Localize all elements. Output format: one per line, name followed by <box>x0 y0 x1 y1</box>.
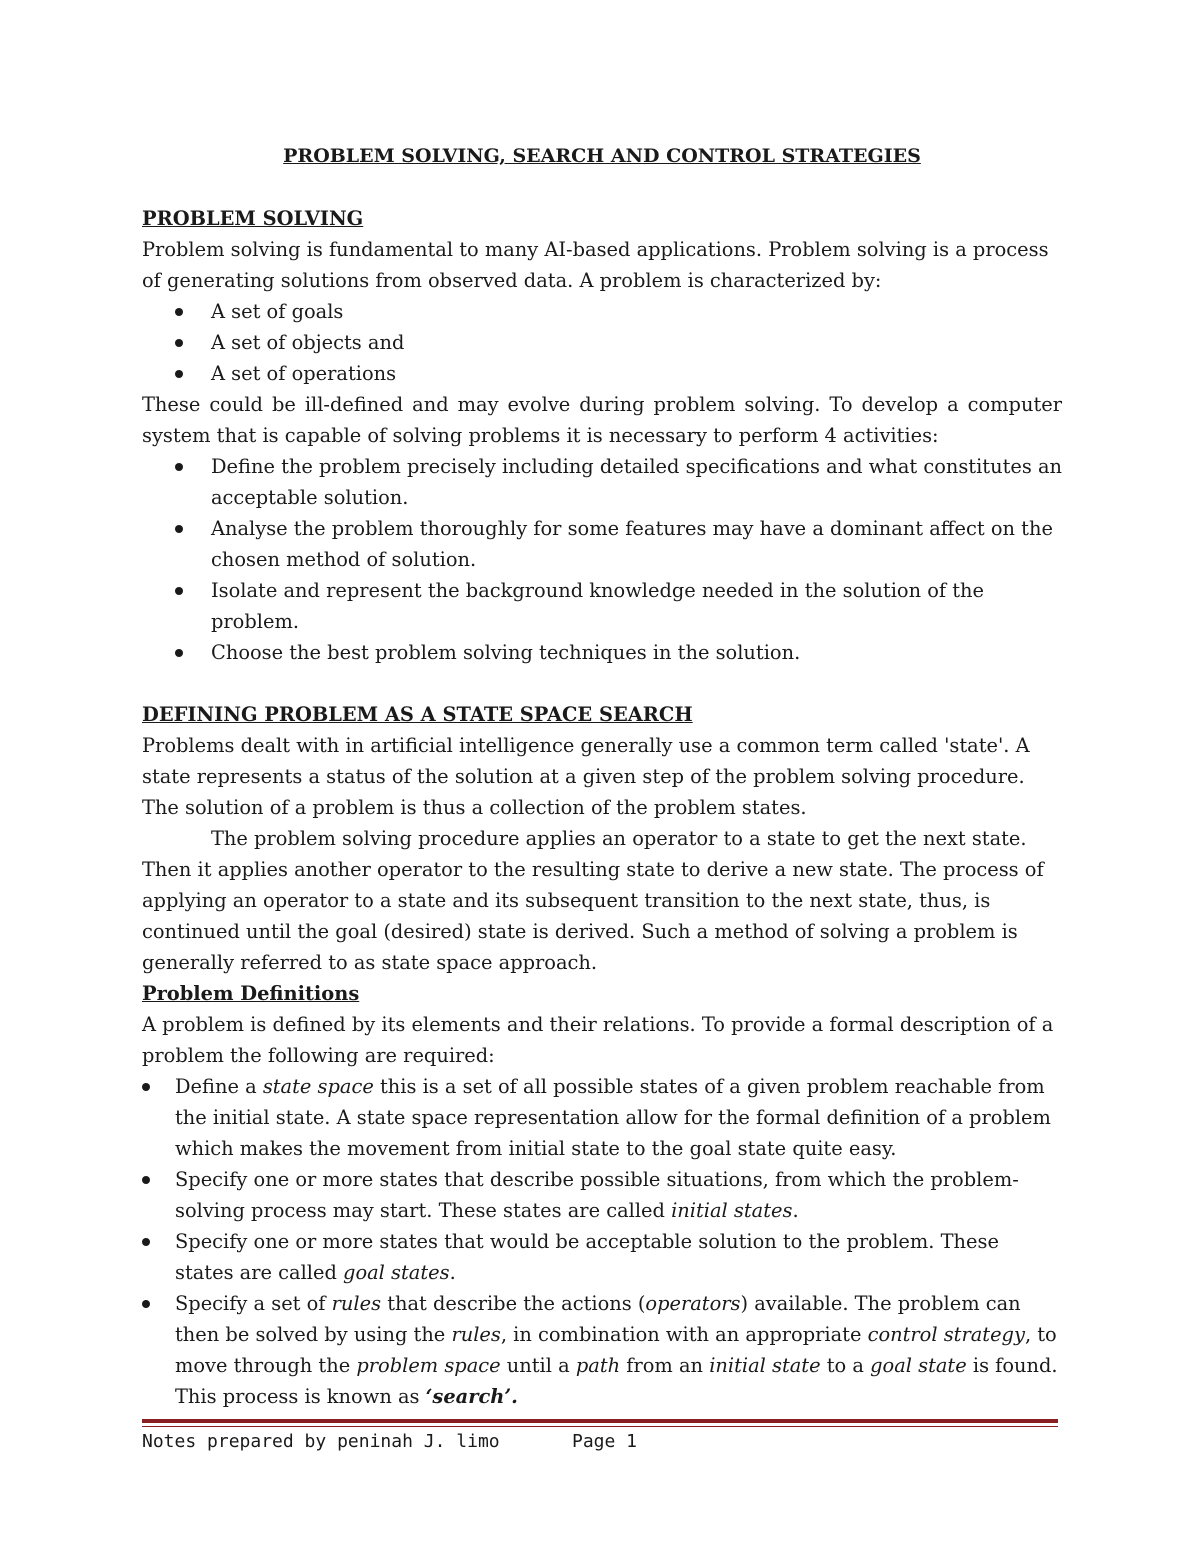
state-space-paragraph-1: Problems dealt with in artificial intelligence generally use a common term called 'state'. A state represents a status of the solution at a given step of the problem solving procedure. The solution of a problem is thus a collection of the problem states. <box>142 734 1030 819</box>
state-space-paragraph-2: The problem solving procedure applies an operator to a state to get the next state. Then it applies another operator to the resulting state to derive a new state. The process of applying an operator to a state and its subsequent transition to the next state, thus, is continued until the goal (desired) state is derived. Such a method of solving a problem is generally referred to as state space approach. <box>142 827 1044 974</box>
requirements-list <box>142 1071 1062 1412</box>
list-item: Isolate and represent the background knowledge needed in the solution of the problem. <box>142 575 1062 637</box>
list-item: Choose the best problem solving techniques in the solution. <box>142 637 1062 668</box>
section-heading-state-space: DEFINING PROBLEM AS A STATE SPACE SEARCH <box>142 703 693 726</box>
document-page <box>142 141 1062 1412</box>
list-item: Define a state space this is a set of all possible states of a given problem reachable from the initial state. A state space representation allow for the formal definition of a problem which makes the movement from initial state to the goal state quite easy. <box>142 1071 1062 1164</box>
activities-intro: These could be ill-defined and may evolve during problem solving. To develop a computer system that is capable of solving problems it is necessary to perform 4 activities: <box>142 393 1062 447</box>
activities-list <box>142 451 1062 668</box>
list-item: Specify one or more states that describe possible situations, from which the problem-solving process may start. These states are called initial states. <box>142 1164 1062 1226</box>
list-item: Define the problem precisely including detailed specifications and what constitutes an acceptable solution. <box>142 451 1062 513</box>
section-heading-problem-definitions: Problem Definitions <box>142 982 360 1005</box>
list-item: Specify one or more states that would be acceptable solution to the problem. These states are called goal states. <box>142 1226 1062 1288</box>
problem-solving-intro: Problem solving is fundamental to many AI-based applications. Problem solving is a process of generating solutions from observed data. A problem is characterized by: <box>142 238 1049 292</box>
list-item: Analyse the problem thoroughly for some features may have a dominant affect on the chosen method of solution. <box>142 513 1062 575</box>
footer-rule-thick <box>142 1419 1058 1423</box>
footer-page-number: Page 1 <box>572 1431 638 1452</box>
document-title: PROBLEM SOLVING, SEARCH AND CONTROL STRATEGIES <box>283 145 921 167</box>
list-item: A set of objects and <box>142 327 1062 358</box>
spacer <box>142 668 1062 699</box>
characteristics-list <box>142 296 1062 389</box>
footer-author: Notes prepared by peninah J. limo <box>142 1431 500 1452</box>
footer-rule-thin <box>142 1426 1058 1427</box>
list-item: A set of operations <box>142 358 1062 389</box>
problem-definitions-intro: A problem is defined by its elements and their relations. To provide a formal description of a problem the following are required: <box>142 1013 1054 1067</box>
list-item: A set of goals <box>142 296 1062 327</box>
list-item: Specify a set of rules that describe the actions (operators) available. The problem can then be solved by using the rules, in combination with an appropriate control strategy, to move through the problem space until a path from an initial state to a goal state is found. This process is known as ‘search’. <box>142 1288 1062 1412</box>
section-heading-problem-solving: PROBLEM SOLVING <box>142 207 364 230</box>
